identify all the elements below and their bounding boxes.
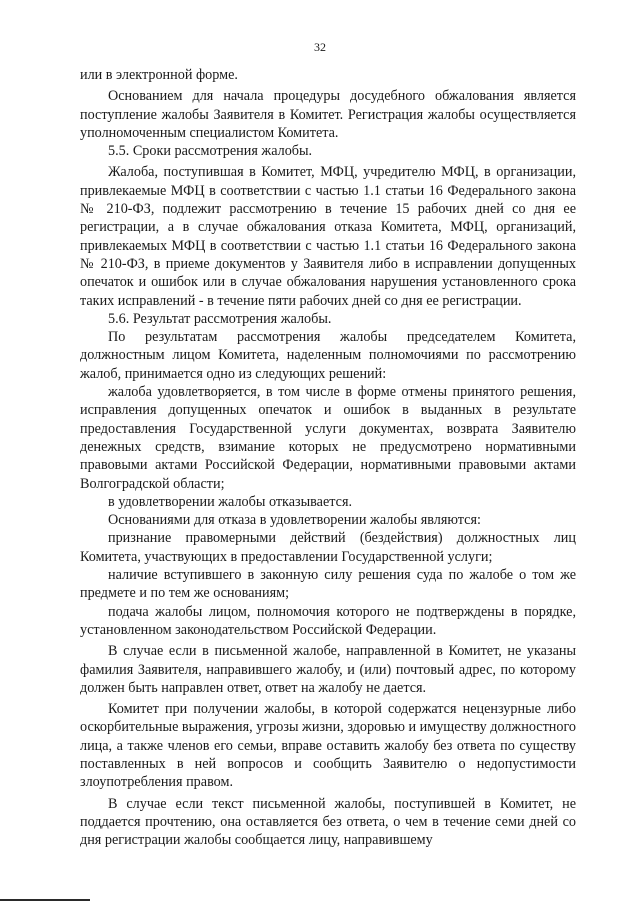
paragraph-refusal-grounds: Основаниями для отказа в удовлетворении жалобы являются: bbox=[108, 512, 481, 529]
paragraph-ground-authority: подача жалобы лицом, полномочия которого не подтверждены в порядке, установленном законодательством Российской Федерации. bbox=[80, 603, 576, 638]
paragraph-no-name-address: В случае если в письменной жалобе, направленной в Комитет, не указаны фамилия Заявителя, направившего жалобу, и (или) почтовый адрес, по которому должен быть направлен ответ, ответ на жалобу не дается. bbox=[80, 643, 576, 696]
document-body bbox=[80, 66, 576, 849]
paragraph-continuation: или в электронной форме. bbox=[80, 67, 238, 83]
paragraph-ground-lawful-actions: признание правомерными действий (бездействия) должностных лиц Комитета, участвующих в предоставлении Государственной услуги; bbox=[80, 530, 576, 565]
paragraph-complaint-satisfied: жалоба удовлетворяется, в том числе в форме отмены принятого решения, исправления допущенных опечаток и ошибок в выданных в результате предоставления Государственной услуги документах, возврата Заявителю денежных средств, взимание которых не предусмотрено нормативными правовыми актами Российской Федерации, нормативными правовыми актами Волгоградской области; bbox=[80, 384, 576, 492]
paragraph-offensive-content: Комитет при получении жалобы, в которой содержатся нецензурные либо оскорбительные выражения, угрозы жизни, здоровью и имуществу должностного лица, а также членов его семьи, вправе оставить жалобу без ответа по существу поставленных в ней вопросов и сообщить Заявителю о недопустимости злоупотребления правом. bbox=[80, 701, 577, 791]
page-number: 32 bbox=[314, 40, 326, 54]
paragraph-ground-court-decision: наличие вступившего в законную силу решения суда по жалобе о том же предмете и по тем же основаниям; bbox=[80, 567, 576, 602]
paragraph-appeal-basis: Основанием для начала процедуры досудебного обжалования является поступление жалобы Заявителя в Комитет. Регистрация жалобы осуществляется уполномоченным специалистом Комитета. bbox=[80, 88, 576, 141]
paragraph-review-result: По результатам рассмотрения жалобы председателем Комитета, должностным лицом Комитета, наделенным полномочиями по рассмотрению жалоб, принимается одно из следующих решений: bbox=[80, 329, 576, 382]
section-heading-5-5: 5.5. Сроки рассмотрения жалобы. bbox=[108, 143, 313, 160]
paragraph-review-terms: Жалоба, поступившая в Комитет, МФЦ, учредителю МФЦ, в организации, привлекаемые МФЦ в соответствии с частью 1.1 статьи 16 Федерального закона № 210-ФЗ, подлежит рассмотрению в течение 15 рабочих дней со дня ее регистрации, а в случае обжалования отказа Комитета, МФЦ, организаций, привлекаемых МФЦ в соответствии с частью 1.1 статьи 16 Федерального закона № 210-ФЗ, в приеме документов у Заявителя либо в исправлении допущенных опечаток и ошибок или в случае обжалования нарушения установленного срока таких исправлений - в течение пяти рабочих дней со дня ее регистрации. bbox=[80, 164, 576, 309]
paragraph-unreadable-text: В случае если текст письменной жалобы, поступившей в Комитет, не поддается прочтению, она оставляется без ответа, о чем в течение семи дней со дня регистрации жалобы сообщается лицу, направившему bbox=[80, 795, 576, 849]
section-heading-5-6: 5.6. Результат рассмотрения жалобы. bbox=[108, 310, 332, 327]
paragraph-complaint-refused: в удовлетворении жалобы отказывается. bbox=[108, 493, 353, 510]
footnote-separator bbox=[0, 899, 90, 901]
